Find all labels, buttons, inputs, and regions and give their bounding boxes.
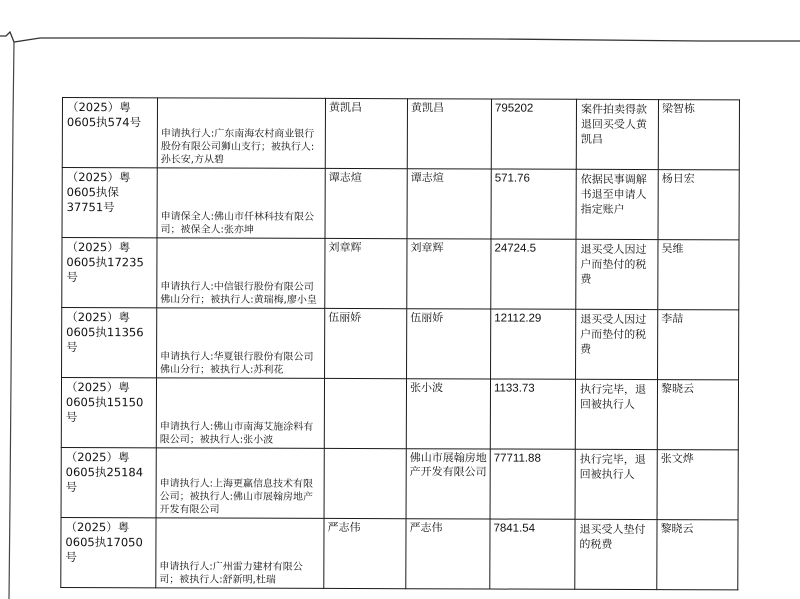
name-cell: 刘章辉 <box>325 238 407 308</box>
parties-cell <box>157 238 325 309</box>
case-number-cell: （2025）粤0605执15150号 <box>61 378 156 448</box>
handler-cell: 黎晓云 <box>657 520 738 590</box>
parties-text: 申请执行人:中信银行股份有限公司佛山分行；被执行人:黄瑞梅,廖小皇 <box>160 281 317 306</box>
amount-cell: 7841.54 <box>490 519 575 589</box>
parties-text: 申请执行人:广州雷力建材有限公司；被执行人:舒新明,杜瑞 <box>159 561 303 586</box>
handler-cell: 杨日宏 <box>658 170 739 240</box>
parties-text: 申请执行人:佛山市南海艾施涂料有限公司；被执行人:张小波 <box>159 421 314 446</box>
amount-cell: 795202 <box>491 99 576 169</box>
case-number-cell: （2025）粤0605执17050号 <box>61 517 156 587</box>
payee-cell: 严志伟 <box>406 519 490 589</box>
payee-cell: 刘章辉 <box>407 239 491 309</box>
handler-cell: 吴维 <box>658 240 739 310</box>
payee-cell: 张小波 <box>406 379 490 449</box>
handler-cell: 张文烨 <box>657 450 738 520</box>
case-number-cell: （2025）粤0605执17235号 <box>62 238 157 308</box>
handler-cell: 黎晓云 <box>657 380 738 450</box>
table-row <box>62 98 739 170</box>
table-row <box>62 238 739 310</box>
parties-cell <box>157 168 325 239</box>
table-row <box>61 517 738 589</box>
payee-cell: 谭志煊 <box>407 169 491 239</box>
parties-text: 申请保全人:佛山市仟林科技有限公司；被保全人:张亦坤 <box>160 211 314 236</box>
reason-cell: 执行完毕，退回被执行人 <box>575 449 657 519</box>
amount-cell: 77711.88 <box>490 449 575 519</box>
parties-cell <box>156 518 324 589</box>
parties-cell <box>156 448 324 519</box>
parties-text: 申请执行人:上海更赢信息技术有限公司；被执行人:佛山市展翰房地产开发有限公司 <box>159 478 314 516</box>
reason-cell: 依据民事调解书退至申请人指定账户 <box>576 169 658 239</box>
table-row <box>62 168 739 240</box>
handler-cell: 梁智栋 <box>658 100 739 170</box>
reason-cell: 执行完毕，退回被执行人 <box>575 379 657 449</box>
amount-cell: 571.76 <box>491 169 576 239</box>
payee-cell: 佛山市展翰房地产开发有限公司 <box>406 449 490 519</box>
handler-cell: 李喆 <box>658 310 739 380</box>
name-cell <box>324 378 406 448</box>
reason-cell: 退买受人因过户而垫付的税费 <box>576 309 658 379</box>
amount-cell: 12112.29 <box>491 309 576 379</box>
case-number-cell: （2025）粤0605执25184号 <box>61 447 156 517</box>
name-cell: 黄凯昌 <box>325 98 407 168</box>
payee-cell: 黄凯昌 <box>407 99 491 169</box>
name-cell: 谭志煊 <box>325 168 407 238</box>
reason-cell: 退买受人因过户而垫付的税费 <box>576 239 658 309</box>
parties-cell <box>156 378 324 449</box>
table-row <box>61 447 738 519</box>
parties-text: 申请执行人:华夏银行股份有限公司佛山分行；被执行人:苏利花 <box>160 351 314 376</box>
payee-cell: 伍丽娇 <box>407 309 491 379</box>
amount-cell: 1133.73 <box>490 379 575 449</box>
refund-records-table <box>60 97 740 590</box>
reason-cell: 案件拍卖得款退回买受人黄凯昌 <box>576 99 658 169</box>
table-row <box>62 308 739 380</box>
name-cell: 伍丽娇 <box>325 308 407 378</box>
case-number-cell: （2025）粤0605执保37751号 <box>62 168 157 238</box>
case-number-cell: （2025）粤0605执574号 <box>62 98 157 168</box>
parties-cell <box>157 98 325 169</box>
name-cell: 严志伟 <box>324 518 406 588</box>
case-number-cell: （2025）粤0605执11356号 <box>62 308 157 378</box>
parties-cell <box>157 308 325 379</box>
name-cell <box>324 448 406 518</box>
amount-cell: 24724.5 <box>491 239 576 309</box>
table-row <box>61 378 738 450</box>
reason-cell: 退买受人垫付的税费 <box>575 519 657 589</box>
parties-text: 申请执行人:广东南海农村商业银行股份有限公司狮山支行；被执行人:孙长安,方从碧 <box>160 128 315 166</box>
